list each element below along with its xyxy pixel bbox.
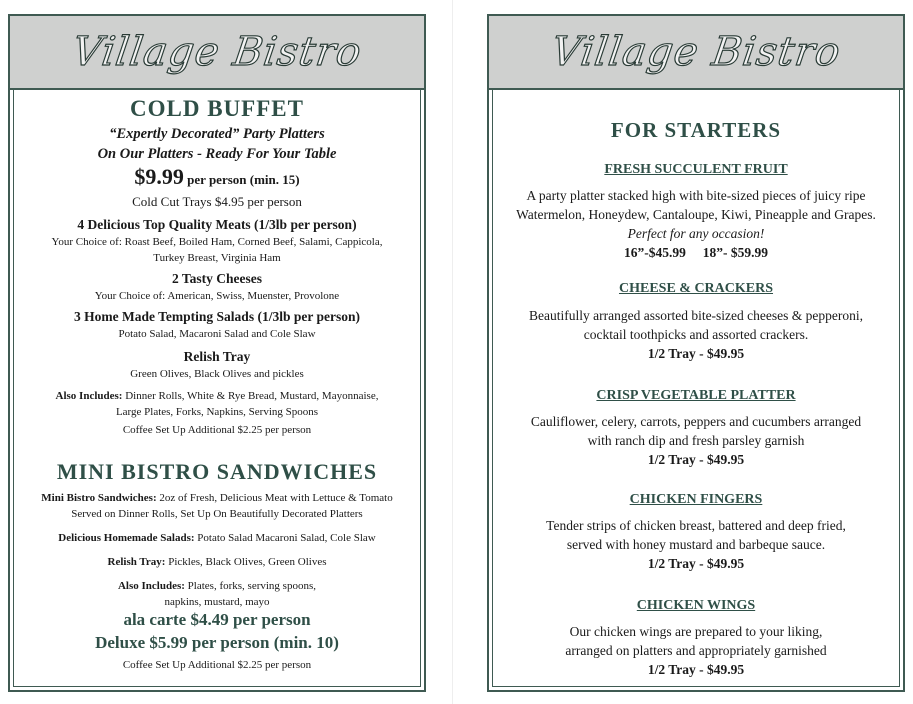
vegetable-platter-line-2: with ranch dip and fresh parsley garnish	[587, 433, 805, 448]
mini-salads-label: Delicious Homemade Salads:	[58, 532, 195, 544]
fruit-tagline: Perfect for any occasion!	[627, 226, 765, 241]
cheeses-title: 2 Tasty Cheeses	[171, 271, 262, 286]
cheeses-line: Your Choice of: American, Swiss, Muenster, Provolone	[94, 290, 340, 302]
mini-relish-text: Pickles, Black Olives, Green Olives	[168, 556, 327, 568]
mini-ala-carte-price: ala carte $4.49 per person	[123, 610, 311, 629]
mini-includes-line-1	[10, 578, 424, 594]
fruit-heading: FRESH SUCCULENT FRUIT	[604, 162, 788, 177]
mini-salads-line	[10, 530, 424, 546]
fruit-line-2: Watermelon, Honeydew, Cantaloupe, Kiwi, Pineapple and Grapes.	[516, 207, 876, 222]
salads-title: 3 Home Made Tempting Salads (1/3lb per person)	[74, 309, 360, 324]
chicken-fingers-line-1: Tender strips of chicken breast, battered and deep fried,	[546, 518, 846, 533]
cold-buffet-includes-label: Also Includes:	[55, 390, 123, 402]
page-fold-crease	[452, 0, 453, 704]
salads-line: Potato Salad, Macaroni Salad and Cole Slaw	[118, 328, 316, 340]
cold-buffet-includes-text-1: Dinner Rolls, White & Rye Bread, Mustard, Mayonnaise,	[125, 390, 379, 402]
cold-buffet-includes-line-2: Large Plates, Forks, Napkins, Serving Spoons	[115, 406, 319, 418]
cold-buffet-includes-line-1	[10, 388, 424, 404]
relish-tray-line: Green Olives, Black Olives and pickles	[130, 368, 304, 380]
vegetable-platter-price: 1/2 Tray - $49.95	[647, 452, 745, 467]
vegetable-platter-heading: CRISP VEGETABLE PLATTER	[596, 388, 796, 403]
chicken-wings-heading: CHICKEN WINGS	[636, 598, 756, 613]
mini-deluxe-price: Deluxe $5.99 per person (min. 10)	[95, 633, 339, 652]
chicken-fingers-line-2: served with honey mustard and barbeque sauce.	[566, 537, 826, 552]
chicken-fingers-price: 1/2 Tray - $49.95	[647, 556, 745, 571]
right-content	[489, 94, 903, 690]
right-menu-panel	[487, 14, 905, 692]
mini-relish-line	[10, 554, 424, 570]
for-starters-title: FOR STARTERS	[610, 118, 782, 142]
meats-line-2: Turkey Breast, Virginia Ham	[153, 252, 281, 264]
mini-includes-line-2: napkins, mustard, mayo	[164, 596, 270, 608]
left-content	[10, 94, 424, 690]
mini-coffee: Coffee Set Up Additional $2.25 per person	[122, 659, 312, 671]
fruit-line-1: A party platter stacked high with bite-sized pieces of juicy ripe	[526, 188, 866, 203]
cold-buffet-coffee: Coffee Set Up Additional $2.25 per person	[122, 424, 312, 436]
chicken-wings-price: 1/2 Tray - $49.95	[647, 662, 745, 677]
mini-sandwich-line-2: Served on Dinner Rolls, Set Up On Beautifully Decorated Platters	[71, 508, 363, 520]
chicken-wings-line-2: arranged on platters and appropriately garnished	[565, 643, 827, 658]
chicken-wings-line-1: Our chicken wings are prepared to your liking,	[569, 624, 823, 639]
cold-buffet-price-amount: $9.99	[134, 164, 184, 189]
mini-includes-text-1: Plates, forks, serving spoons,	[187, 580, 316, 592]
mini-bistro-title: MINI BISTRO SANDWICHES	[56, 459, 378, 484]
mini-salads-text: Potato Salad Macaroni Salad, Cole Slaw	[197, 532, 376, 544]
relish-tray-title: Relish Tray	[183, 349, 251, 364]
left-menu-panel	[8, 14, 426, 692]
mini-relish-label: Relish Tray:	[107, 556, 166, 568]
left-banner	[10, 16, 424, 90]
cheese-crackers-line-1: Beautifully arranged assorted bite-sized cheeses & pepperoni,	[529, 308, 863, 323]
cold-buffet-title: COLD BUFFET	[130, 96, 304, 121]
cheese-crackers-line-2: cocktail toothpicks and assorted crackers.	[583, 327, 809, 342]
cold-buffet-price	[10, 164, 424, 190]
chicken-fingers-heading: CHICKEN FINGERS	[629, 492, 763, 507]
right-banner	[489, 16, 903, 90]
fruit-price: 16”-$45.99 18”- $59.99	[624, 245, 768, 260]
vegetable-platter-line-1: Cauliflower, celery, carrots, peppers and cucumbers arranged	[530, 414, 862, 429]
meats-line-1: Your Choice of: Roast Beef, Boiled Ham, Corned Beef, Salami, Cappicola,	[51, 236, 383, 248]
meats-title: 4 Delicious Top Quality Meats (1/3lb per person)	[77, 217, 357, 232]
mini-includes-label: Also Includes:	[117, 580, 185, 592]
cold-buffet-tagline-1: “Expertly Decorated” Party Platters	[109, 126, 325, 142]
mini-sandwich-label: Mini Bistro Sandwiches:	[41, 492, 157, 504]
village-bistro-logo: Village Bistro	[69, 29, 365, 75]
village-bistro-logo: Village Bistro	[548, 29, 844, 75]
mini-sandwich-text-1: 2oz of Fresh, Delicious Meat with Lettuce & Tomato	[159, 492, 393, 504]
cold-buffet-tagline-2: On Our Platters - Ready For Your Table	[97, 146, 337, 162]
mini-sandwich-line-1	[10, 490, 424, 506]
cold-cut-trays: Cold Cut Trays $4.95 per person	[132, 194, 302, 209]
cold-buffet-price-suffix: per person (min. 15)	[187, 172, 300, 187]
cheese-crackers-price: 1/2 Tray - $49.95	[647, 346, 745, 361]
cheese-crackers-heading: CHEESE & CRACKERS	[618, 281, 774, 296]
